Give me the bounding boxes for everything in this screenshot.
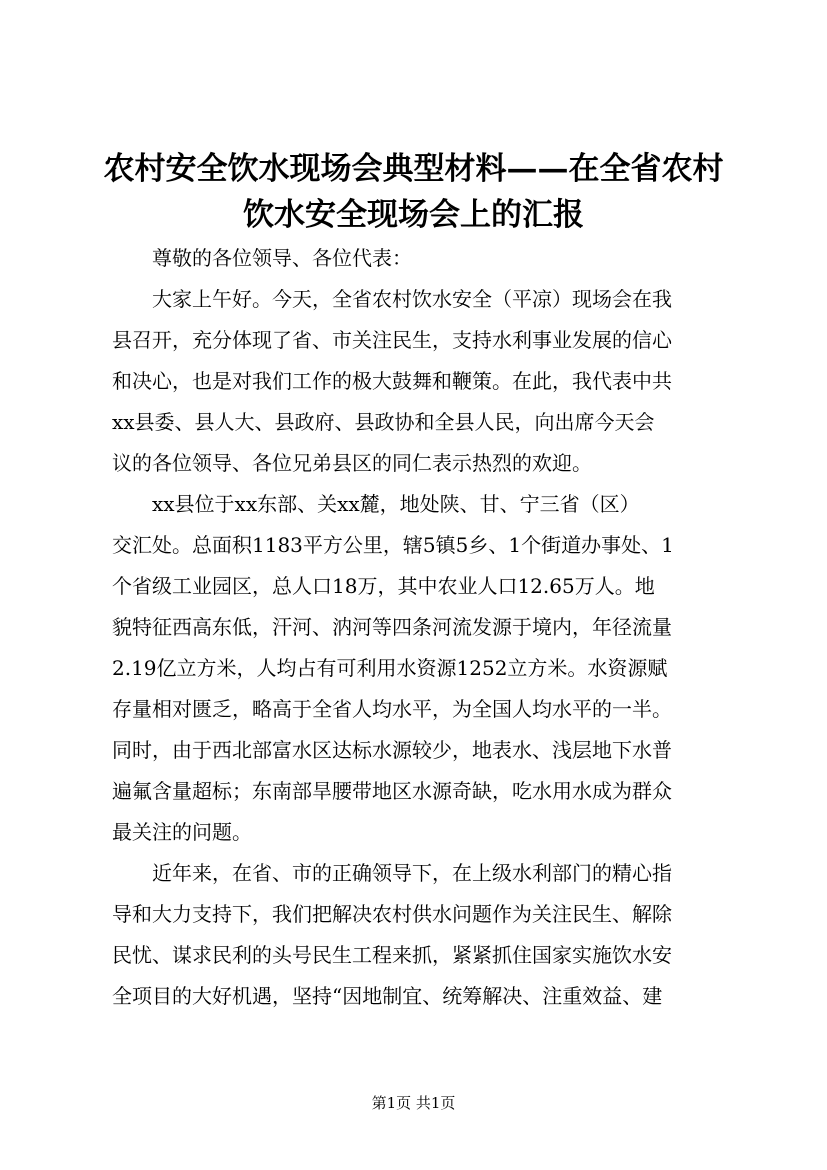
text-line: 民忧、谋求民利的头号民生工程来抓，紧紧抓住国家实施饮水安 [112,943,672,967]
paragraph-welcome [112,279,716,484]
text-line: 全项目的大好机遇，坚持“因地制宜、统筹解决、注重效益、建 [112,984,663,1008]
text-line: xx县位于xx东部、关xx麓，地处陕、甘、宁三省（区） [152,492,640,516]
text-line: 近年来，在省、市的正确领导下，在上级水利部门的精心指 [152,861,672,885]
document-title [90,146,737,238]
text-line: 尊敬的各位领导、各位代表： [152,246,412,270]
text-line: 导和大力支持下，我们把解决农村供水问题作为关注民生、解除 [112,902,672,926]
text-line: 和决心，也是对我们工作的极大鼓舞和鞭策。在此，我代表中共 [112,369,672,393]
text-line: 同时，由于西北部富水区达标水源较少，地表水、浅层地下水普 [112,738,672,762]
text-line: 个省级工业园区，总人口18万，其中农业人口12.65万人。地 [112,574,655,598]
title-line-2: 饮水安全现场会上的汇报 [243,197,584,233]
text-line: 貌特征西高东低，汗河、汭河等四条河流发源于境内，年径流量 [112,615,672,639]
text-line: 议的各位领导、各位兄弟县区的同仁表示热烈的欢迎。 [112,451,592,475]
text-line: 大家上午好。今天，全省农村饮水安全（平凉）现场会在我 [152,287,672,311]
text-line: 交汇处。总面积1183平方公里，辖5镇5乡、1个街道办事处、1 [112,533,674,557]
title-line-1: 农村安全饮水现场会典型材料——在全省农村 [103,151,724,187]
paragraph-recent-work [112,853,716,1017]
text-line: 县召开，充分体现了省、市关注民生，支持水利事业发展的信心 [112,328,672,352]
salutation [112,238,716,279]
page-number-footer: 第1页 共1页 [371,1094,456,1112]
text-line: 最关注的问题。 [112,820,252,844]
document-body [112,238,716,1017]
text-line: 遍氟含量超标；东南部旱腰带地区水源奇缺，吃水用水成为群众 [112,779,672,803]
paragraph-county-overview [112,484,716,853]
text-line: 2.19亿立方米，人均占有可利用水资源1252立方米。水资源赋 [112,656,668,680]
text-line: xx县委、县人大、县政府、县政协和全县人民，向出席今天会 [112,410,655,434]
text-line: 存量相对匮乏，略高于全省人均水平，为全国人均水平的一半。 [112,697,672,721]
